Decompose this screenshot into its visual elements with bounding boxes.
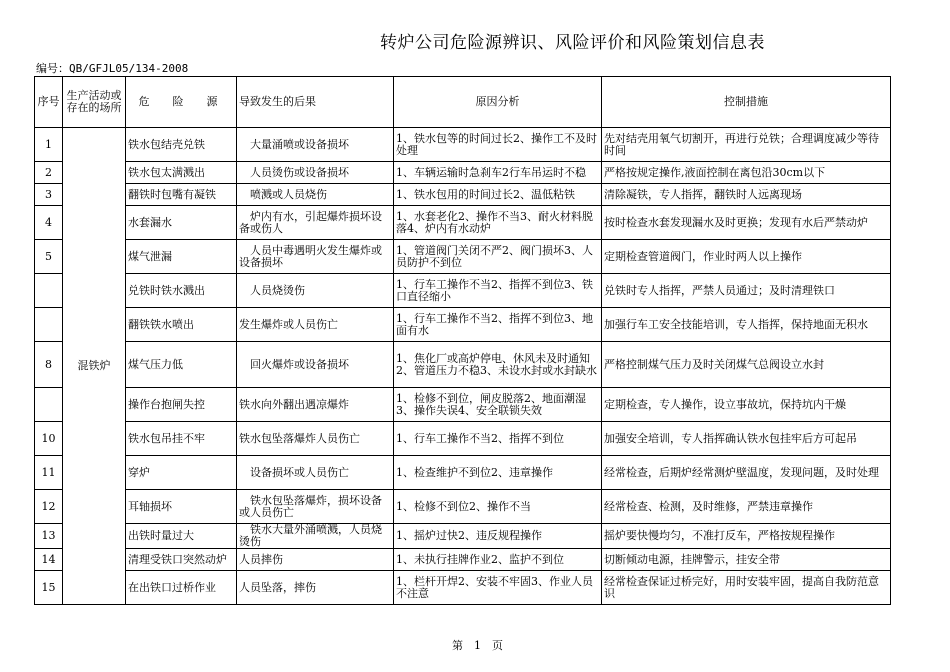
cell-consequence: 炉内有水，引起爆炸损坏设备或伤人 bbox=[237, 206, 394, 240]
cell-hazard: 操作台抱闸失控 bbox=[126, 388, 237, 422]
cell-cause: 1、行车工操作不当2、指挥不到位3、铁口直径缩小 bbox=[394, 274, 602, 308]
cell-hazard: 出铁时量过大 bbox=[126, 524, 237, 549]
cell-cause: 1、铁水包用的时间过长2、温低粘铁 bbox=[394, 184, 602, 206]
header-consequence: 导致发生的后果 bbox=[237, 77, 394, 128]
header-hazard: 危 险 源 bbox=[126, 77, 237, 128]
cell-consequence: 设备损坏或人员伤亡 bbox=[237, 456, 394, 490]
table-row bbox=[35, 388, 891, 422]
header-cause: 原因分析 bbox=[394, 77, 602, 128]
cell-control: 定期检查，专人操作，设立事故坑，保持坑内干燥 bbox=[602, 388, 891, 422]
cell-seq: 4 bbox=[35, 206, 63, 240]
cell-seq: 11 bbox=[35, 456, 63, 490]
cell-hazard: 翻铁时包嘴有凝铁 bbox=[126, 184, 237, 206]
cell-cause: 1、摇炉过快2、违反规程操作 bbox=[394, 524, 602, 549]
cell-hazard: 穿炉 bbox=[126, 456, 237, 490]
cell-seq: 14 bbox=[35, 549, 63, 571]
cell-consequence: 人员烫伤或设备损坏 bbox=[237, 162, 394, 184]
cell-seq bbox=[35, 388, 63, 422]
cell-control: 兑铁时专人指挥，严禁人员通过；及时清理铁口 bbox=[602, 274, 891, 308]
cell-control: 经常检查、检测，及时维修，严禁违章操作 bbox=[602, 490, 891, 524]
cell-cause: 1、水套老化2、操作不当3、耐火材料脱落4、炉内有水动炉 bbox=[394, 206, 602, 240]
cell-cause: 1、未执行挂牌作业2、监护不到位 bbox=[394, 549, 602, 571]
cell-seq: 13 bbox=[35, 524, 63, 549]
cell-seq: 3 bbox=[35, 184, 63, 206]
cell-seq: 1 bbox=[35, 128, 63, 162]
cell-seq: 5 bbox=[35, 240, 63, 274]
cell-control: 严格按规定操作,液面控制在离包沿30cm以下 bbox=[602, 162, 891, 184]
table-row bbox=[35, 456, 891, 490]
cell-cause: 1、管道阀门关闭不严2、阀门损坏3、人员防护不到位 bbox=[394, 240, 602, 274]
table-row bbox=[35, 184, 891, 206]
cell-control: 严格控制煤气压力及时关闭煤气总阀设立水封 bbox=[602, 342, 891, 388]
cell-seq: 10 bbox=[35, 422, 63, 456]
table-row bbox=[35, 422, 891, 456]
cell-hazard: 铁水包吊挂不牢 bbox=[126, 422, 237, 456]
cell-consequence: 人员坠落，摔伤 bbox=[237, 571, 394, 605]
cell-seq bbox=[35, 308, 63, 342]
cell-control: 加强安全培训，专人指挥确认铁水包挂牢后方可起吊 bbox=[602, 422, 891, 456]
cell-cause: 1、栏杆开焊2、安装不牢固3、作业人员不注意 bbox=[394, 571, 602, 605]
cell-consequence: 人员摔伤 bbox=[237, 549, 394, 571]
cell-control: 定期检查管道阀门，作业时两人以上操作 bbox=[602, 240, 891, 274]
cell-control: 经常检查，后期炉经常测炉壁温度，发现问题，及时处理 bbox=[602, 456, 891, 490]
cell-consequence: 铁水包坠落爆炸人员伤亡 bbox=[237, 422, 394, 456]
cell-control: 摇炉要快慢均匀，不准打反车，严格按规程操作 bbox=[602, 524, 891, 549]
table-row bbox=[35, 524, 891, 549]
cell-control: 加强行车工安全技能培训，专人指挥，保持地面无积水 bbox=[602, 308, 891, 342]
cell-consequence: 铁水向外翻出遇凉爆炸 bbox=[237, 388, 394, 422]
table-row bbox=[35, 549, 891, 571]
cell-consequence: 大量涌喷或设备损坏 bbox=[237, 128, 394, 162]
cell-place-merged: 混铁炉 bbox=[63, 128, 126, 605]
hazard-table-body bbox=[35, 77, 891, 605]
document-number: 编号：QB/GFJL05/134-2008 bbox=[36, 62, 189, 75]
table-row bbox=[35, 571, 891, 605]
cell-cause: 1、检查维护不到位2、违章操作 bbox=[394, 456, 602, 490]
cell-hazard: 铁水包太满溅出 bbox=[126, 162, 237, 184]
header-seq: 序号 bbox=[35, 77, 63, 128]
header-place: 生产活动或存在的场所 bbox=[63, 77, 126, 128]
hazard-table bbox=[34, 76, 891, 605]
cell-cause: 1、检修不到位2、操作不当 bbox=[394, 490, 602, 524]
table-row bbox=[35, 206, 891, 240]
cell-control: 先对结壳用氧气切割开，再进行兑铁；合理调度减少等待时间 bbox=[602, 128, 891, 162]
cell-hazard: 耳轴损坏 bbox=[126, 490, 237, 524]
cell-hazard: 煤气泄漏 bbox=[126, 240, 237, 274]
table-row bbox=[35, 308, 891, 342]
table-header-row bbox=[35, 77, 891, 128]
cell-control: 切断倾动电源，挂牌警示，挂安全带 bbox=[602, 549, 891, 571]
cell-consequence: 人员中毒遇明火发生爆炸或设备损坏 bbox=[237, 240, 394, 274]
cell-seq: 8 bbox=[35, 342, 63, 388]
cell-consequence: 发生爆炸或人员伤亡 bbox=[237, 308, 394, 342]
cell-consequence: 喷溅或人员烧伤 bbox=[237, 184, 394, 206]
cell-seq: 2 bbox=[35, 162, 63, 184]
table-row bbox=[35, 128, 891, 162]
cell-hazard: 水套漏水 bbox=[126, 206, 237, 240]
cell-control: 经常检查保证过桥完好，用时安装牢固，提高自我防范意识 bbox=[602, 571, 891, 605]
cell-cause: 1、行车工操作不当2、指挥不到位3、地面有水 bbox=[394, 308, 602, 342]
page-title: 转炉公司危险源辨识、风险评价和风险策划信息表 bbox=[380, 33, 765, 53]
cell-hazard: 铁水包结壳兑铁 bbox=[126, 128, 237, 162]
cell-control: 清除凝铁，专人指挥，翻铁时人远离现场 bbox=[602, 184, 891, 206]
cell-hazard: 煤气压力低 bbox=[126, 342, 237, 388]
cell-consequence: 回火爆炸或设备损坏 bbox=[237, 342, 394, 388]
table-row bbox=[35, 342, 891, 388]
cell-cause: 1、焦化厂或高炉停电、休风未及时通知 2、管道压力不稳3、未设水封或水封缺水 bbox=[394, 342, 602, 388]
table-row bbox=[35, 240, 891, 274]
cell-seq bbox=[35, 274, 63, 308]
cell-hazard: 在出铁口过桥作业 bbox=[126, 571, 237, 605]
cell-seq: 12 bbox=[35, 490, 63, 524]
cell-consequence: 铁水包坠落爆炸，损坏设备或人员伤亡 bbox=[237, 490, 394, 524]
cell-hazard: 清理受铁口突然动炉 bbox=[126, 549, 237, 571]
cell-seq: 15 bbox=[35, 571, 63, 605]
header-control: 控制措施 bbox=[602, 77, 891, 128]
page-footer: 第 1 页 bbox=[452, 639, 503, 652]
cell-cause: 1、检修不到位，闸皮脱落2、地面潮湿3、操作失误4、安全联锁失效 bbox=[394, 388, 602, 422]
cell-cause: 1、铁水包等的时间过长2、操作工不及时处理 bbox=[394, 128, 602, 162]
table-row bbox=[35, 274, 891, 308]
cell-hazard: 翻铁铁水喷出 bbox=[126, 308, 237, 342]
cell-control: 按时检查水套发现漏水及时更换；发现有水后严禁动炉 bbox=[602, 206, 891, 240]
cell-cause: 1、行车工操作不当2、指挥不到位 bbox=[394, 422, 602, 456]
cell-consequence: 铁水大量外涌喷溅，人员烧烫伤 bbox=[237, 524, 394, 549]
cell-consequence: 人员烧烫伤 bbox=[237, 274, 394, 308]
table-row bbox=[35, 490, 891, 524]
cell-hazard: 兑铁时铁水溅出 bbox=[126, 274, 237, 308]
cell-cause: 1、车辆运输时急刹车2行车吊运时不稳 bbox=[394, 162, 602, 184]
table-row bbox=[35, 162, 891, 184]
